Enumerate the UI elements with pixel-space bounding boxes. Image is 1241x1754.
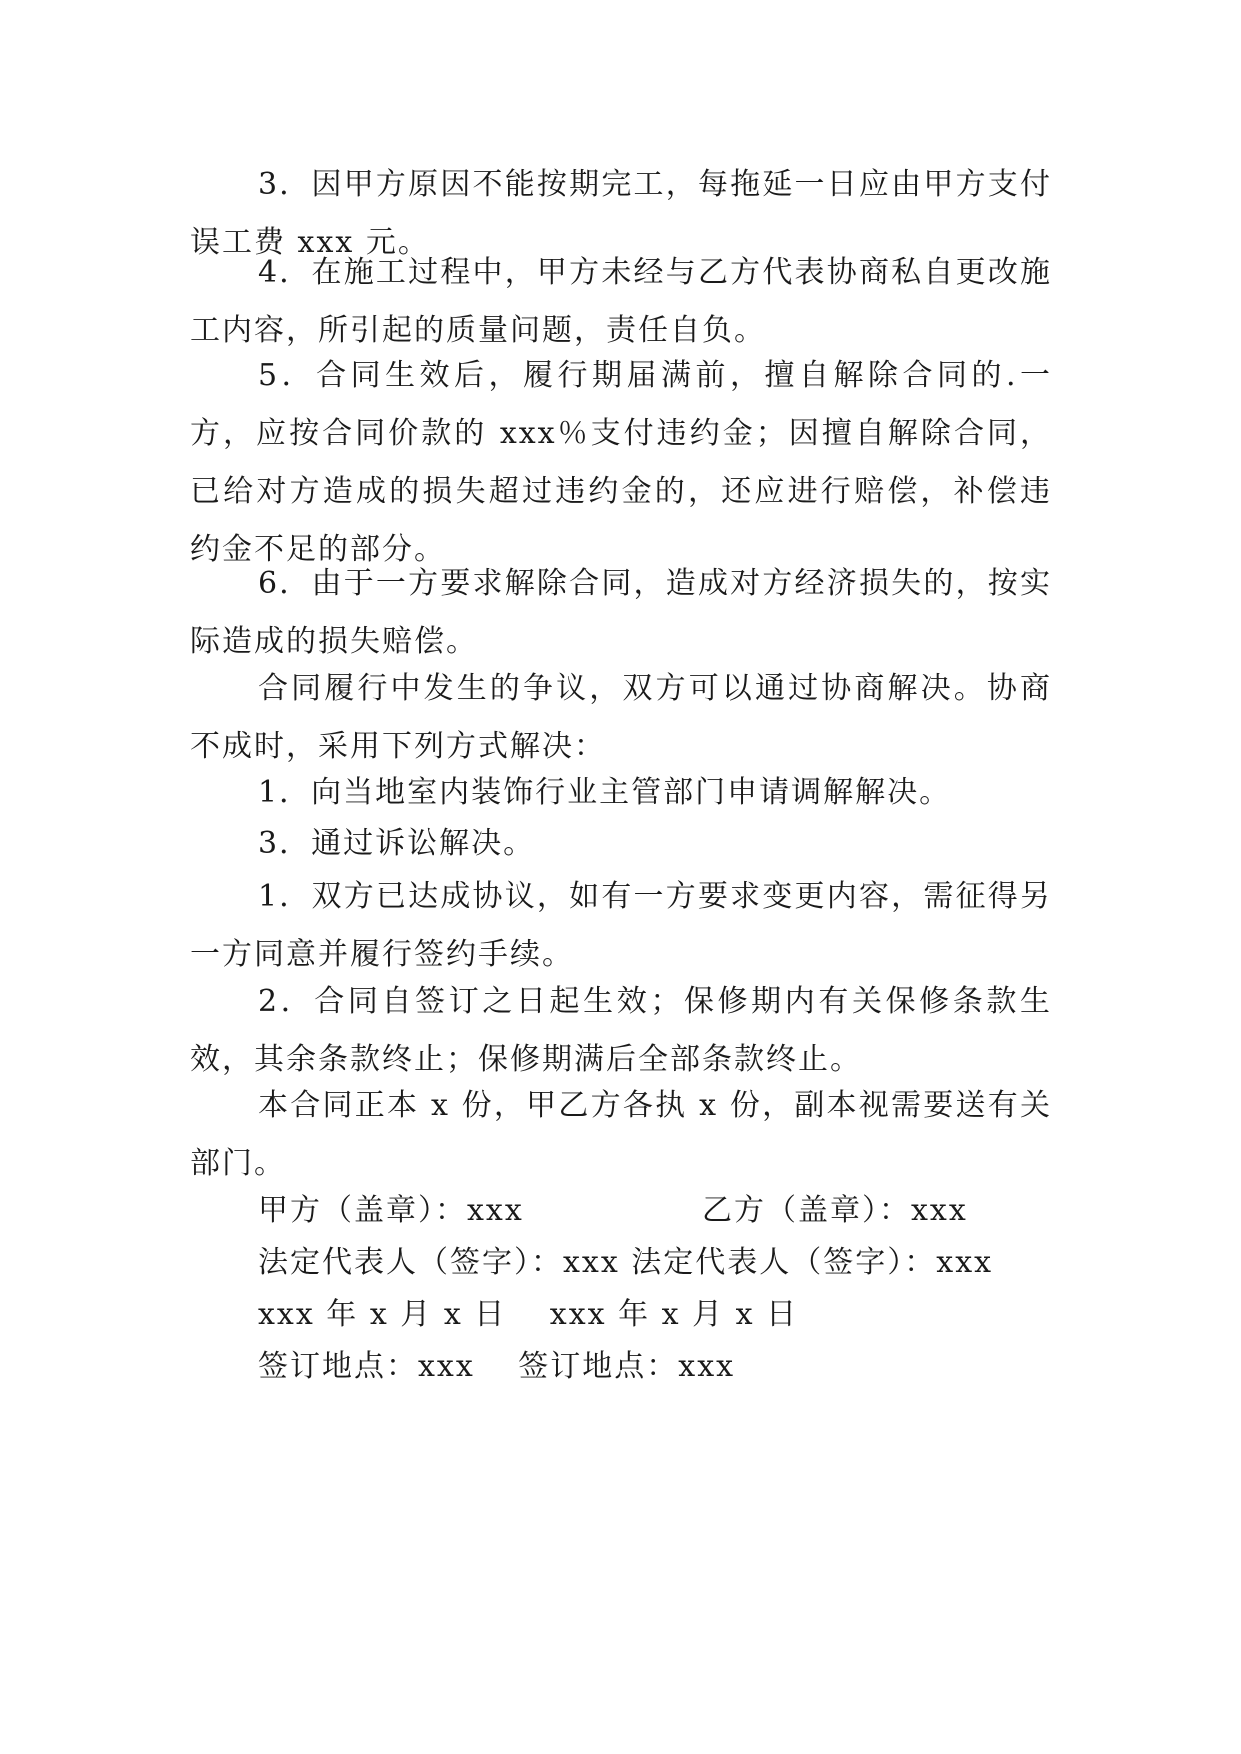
dispute-option-3: 3．通过诉讼解决。 bbox=[258, 826, 536, 861]
legal-representatives: 法定代表人（签字）：xxx 法定代表人（签字）：xxx bbox=[258, 1245, 994, 1280]
party-a-seal: 甲方（盖章）：xxx bbox=[258, 1193, 524, 1228]
dispute-option-1: 1．向当地室内装饰行业主管部门申请调解解决。 bbox=[258, 775, 952, 810]
clause-4-unauthorized-changes: 4．在施工过程中，甲方未经与乙方代表协商私自更改施工内容，所引起的质量问题，责任自负。 bbox=[190, 255, 1052, 348]
signing-dates: xxx 年 x 月 x 日 xxx 年 x 月 x 日 bbox=[258, 1297, 799, 1332]
clause-3-delay-penalty: 3．因甲方原因不能按期完工，每拖延一日应由甲方支付误工费 xxx 元。 bbox=[190, 167, 1052, 260]
dispute-resolution-intro: 合同履行中发生的争议，双方可以通过协商解决。协商不成时，采用下列方式解决： bbox=[190, 671, 1052, 764]
clause-6-economic-loss: 6．由于一方要求解除合同，造成对方经济损失的，按实际造成的损失赔偿。 bbox=[190, 566, 1052, 659]
signing-places: 签订地点：xxx 签订地点：xxx bbox=[258, 1349, 736, 1384]
other-clause-2-effectiveness: 2．合同自签订之日起生效；保修期内有关保修条款生效，其余条款终止；保修期满后全部条款终止。 bbox=[190, 984, 1052, 1077]
clause-5-termination-penalty: 5．合同生效后，履行期届满前，擅自解除合同的.一方，应按合同价款的 xxx％支付违约金；因擅自解除合同，已给对方造成的损失超过违约金的，还应进行赔偿，补偿违约金不足的部分。 bbox=[190, 358, 1052, 567]
copies-clause: 本合同正本 x 份，甲乙方各执 x 份，副本视需要送有关部门。 bbox=[190, 1088, 1052, 1181]
other-clause-1-amendment: 1．双方已达成协议，如有一方要求变更内容，需征得另一方同意并履行签约手续。 bbox=[190, 879, 1052, 972]
party-b-seal: 乙方（盖章）：xxx bbox=[702, 1193, 968, 1228]
